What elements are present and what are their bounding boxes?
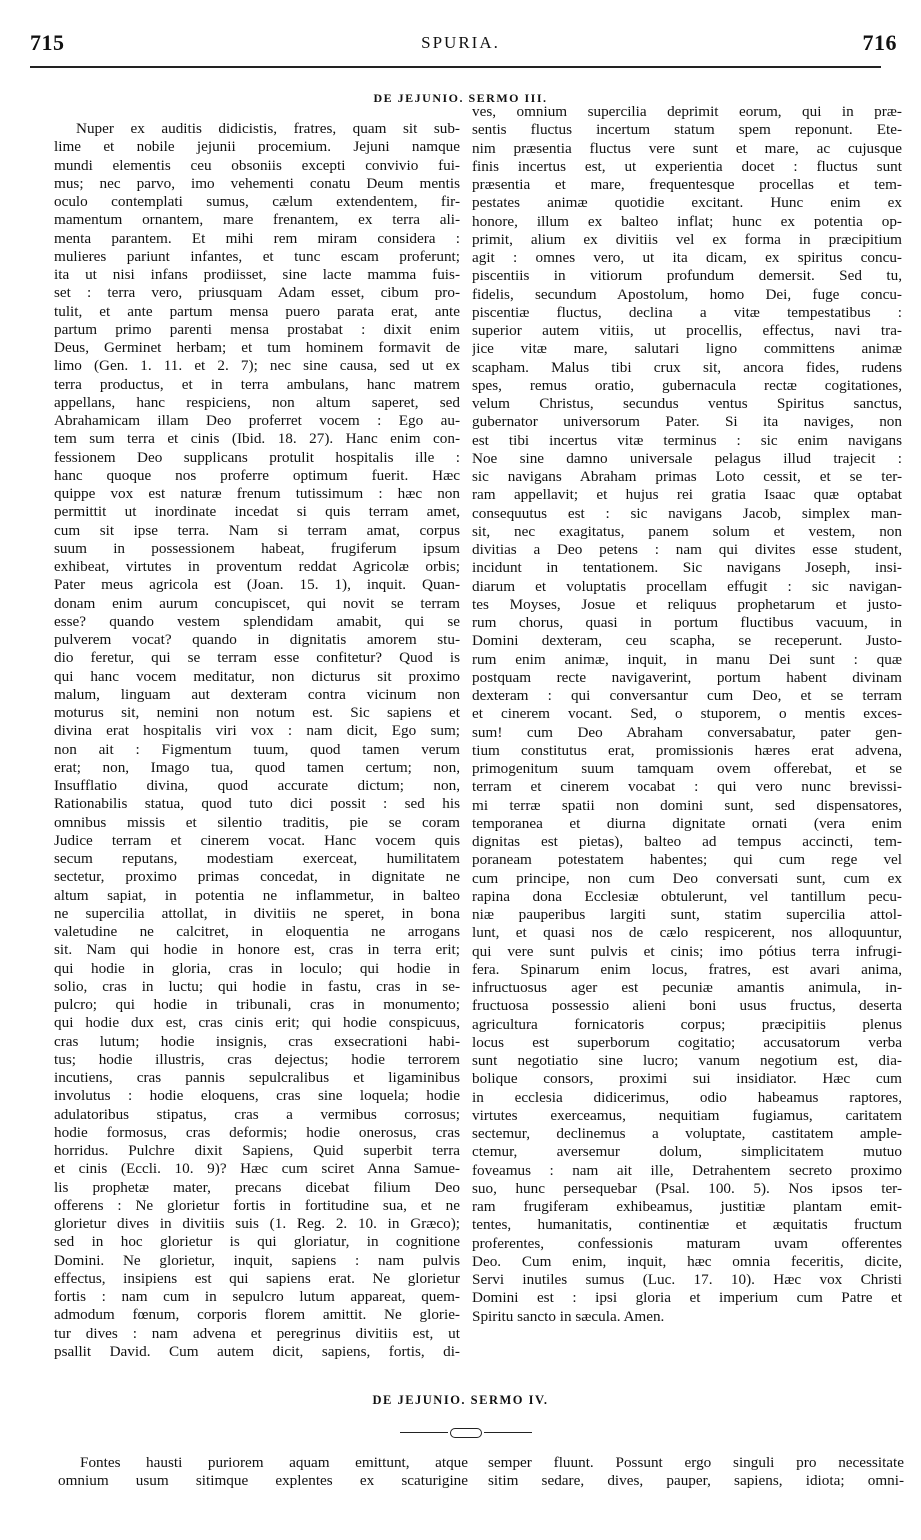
text-line: erat; non, Imago tua, quod tamen certum; non, <box>54 758 460 776</box>
sermon-4-column-left <box>58 1454 468 1491</box>
text-line: poraneam potestatem habentes; qui cum rege vel <box>472 851 902 869</box>
text-line: solio, cras in luctu; qui hodie in fastu, cras in se- <box>54 977 460 995</box>
text-line: hodie formosus, cras deformis; hodie onerosus, cras <box>54 1123 460 1141</box>
text-line: valetudine ne calcitret, in eloquentia ne arrogans <box>54 923 460 940</box>
text-line: primit, alium ex divitiis vel ex forma in præcipitium <box>472 230 902 248</box>
text-line: agit : omnes vero, ut ita dicam, ex spiritus concu- <box>472 249 902 266</box>
text-line: donam enim aurum concupiscet, qui novit se terram <box>54 594 460 612</box>
text-line: involutus : hodie eloquens, cras sine loquela; hodie <box>54 1087 460 1105</box>
text-line: terra productus, et in terra ambulans, hanc matrem <box>54 375 460 393</box>
text-line: terram et cinerem vocabat : qui vero nunc brevissi- <box>472 778 902 796</box>
text-line: horridus. Pulchre dixit Sapiens, Quid superbit terra <box>54 1142 460 1159</box>
text-line: qui vere sunt pulvis et cinis; imo pótius terra infrugi- <box>472 942 902 960</box>
text-line: tur dives : nam advena et peregrinus divitiis est, ut <box>54 1324 460 1342</box>
text-line: niæ pauperibus largiti sunt, statim supercilia attol- <box>472 906 902 923</box>
text-line: sentis fluctus incertum statum spem reponunt. Ete- <box>472 121 902 139</box>
text-line: tulit, et ante partum mensa puero parata erat, ante <box>54 302 460 320</box>
text-line: limo (Gen. 1. 11. et 2. 7); nec sine causa, sed ut ex <box>54 357 460 375</box>
right-page-number: 716 <box>862 30 897 55</box>
text-line: tentes, humanitatis, continentiæ et æquitatis fructum <box>472 1216 902 1234</box>
text-line: Spiritu sancto in sæcula. Amen. <box>472 1307 665 1325</box>
divider-bar-left <box>400 1432 448 1433</box>
text-line: ita ut nisi infans prodiisset, sine lacte mamma fuis- <box>54 266 460 283</box>
text-line: pulcro; qui hodie in tribunali, cras in monumento; <box>54 996 460 1013</box>
text-line: ctemur, aversemur dolum, simplicitatem mutuo <box>472 1143 902 1161</box>
text-line: incidunt in tentationem. Sic navigans Joseph, insi- <box>472 559 902 577</box>
text-line: rapina dona Ecclesiæ obtulerunt, vel tantillum pecu- <box>472 887 902 905</box>
text-line: cum sit ipse terra. Nam si terram amat, corpus <box>54 521 460 539</box>
text-line: virtutes exerceamus, nequitiam fugiamus, caritatem <box>472 1106 902 1124</box>
sermon-3-column-right <box>472 103 902 1326</box>
text-line: omnibus missis et silentio traditis, pie se coram <box>54 813 460 831</box>
text-line: secum reputans, modestiam exerceat, humilitatem <box>54 850 460 867</box>
text-line: bolique consors, proximi sui insidiator. Hæc cum <box>472 1070 902 1088</box>
sermon-4-column-right <box>488 1454 904 1491</box>
text-line: divitias a Deo petens : nam qui divites esse student, <box>472 541 902 558</box>
text-line: partum primo parenti mensa prostabat : dixit enim <box>54 320 460 338</box>
text-line: ne supercilia attollat, in divitiis ne speret, in bona <box>54 904 460 922</box>
text-line: adulatoribus stipatus, cras a vermibus corrosus; <box>54 1105 460 1123</box>
text-line: ves, omnium supercilia deprimit eorum, qui in præ- <box>472 103 902 120</box>
running-title: SPURIA. <box>421 33 500 52</box>
text-line: pulverem vocat? quando in dignitatis amorem stu- <box>54 631 460 648</box>
page-header <box>18 30 903 64</box>
text-line: mundi elementis ceu obsoniis excepti convivio fui- <box>54 156 460 174</box>
text-line: infructuosus ager est pecuniæ amantis animula, in- <box>472 979 902 996</box>
text-line: menta parantem. Et mihi rem miram considera : <box>54 229 460 247</box>
text-line: gubernator universorum Pater. Si ita naviges, non <box>472 413 902 431</box>
text-line: set : terra vero, priusquam Adam esset, cibum pro- <box>54 284 460 302</box>
text-line: temporanea et diurna dignitate ornati (vera enim <box>472 814 902 832</box>
text-line: cum principe, non cum Deo conversati sunt, cum ex <box>472 869 902 887</box>
text-line: spes, remus oratio, gubernacula rectæ cogitationes, <box>472 376 902 394</box>
text-line: ram frugiferam exhibeamus, justitiæ plantam emit- <box>472 1198 902 1215</box>
text-line: mamentum ornantem, mare frenantem, ex terra ali- <box>54 211 460 229</box>
text-line: sic navigans Abraham primas Loto cessit, et se ter- <box>472 468 902 485</box>
text-line: consequutus est : sic navigans Jacob, simplex man- <box>472 504 902 522</box>
text-line: cras lutum; hodie insignis, cras exsecrationi habi- <box>54 1032 460 1050</box>
text-line: Fontes hausti puriorem aquam emittunt, atque <box>80 1454 468 1471</box>
text-line: Pater meus agricola est (Joan. 15. 1), inquit. Quan- <box>54 576 460 594</box>
text-line: psallit David. Cum autem dicit, sapiens, fortis, di- <box>54 1342 460 1360</box>
text-line: sunt negotiatio sine lucro; vanum negotium est, dia- <box>472 1052 902 1069</box>
text-line: et cinis (Eccli. 10. 9)? Hæc cum sciret Anna Samue- <box>54 1160 460 1178</box>
text-line: lime et nobile jejunii procemium. Jejuni namque <box>54 138 460 156</box>
text-line: Deo. Cum enim, inquit, hæc omnia feceritis, dicite, <box>472 1252 902 1270</box>
text-line: est tibi incertus vitæ terminus : sic enim navigans <box>472 431 902 449</box>
text-line: permittit ut inordinate incedat si quis terram amet, <box>54 503 460 521</box>
sermon-3-title: DE JEJUNIO. SERMO III. <box>373 91 548 105</box>
text-line: et cinerem vocant. Sed, o stuporem, o mentis exces- <box>472 705 902 723</box>
text-line: Noe sine damno universale pelagus illud trajecit : <box>472 449 902 467</box>
text-line: tem sum terra et cinis (Ibid. 18. 27). Hanc enim con- <box>54 430 460 448</box>
text-line: sit, nec exagitatus, panem solum et vestem, non <box>472 522 902 540</box>
text-line: omnium usum sitimque explentes ex scaturigine <box>58 1472 468 1490</box>
text-line: honore, illum ex balteo inflat; hunc ex potentia op- <box>472 212 902 230</box>
text-line: foveamus : nam ait ille, Detrahentem secreto proximo <box>472 1161 902 1179</box>
divider-bar-right <box>484 1432 532 1433</box>
text-line: Domini dexteram, ceu scapha, se receperunt. Justo- <box>472 632 902 650</box>
text-line: pestates animæ quotidie excitant. Hunc enim ex <box>472 194 902 212</box>
text-line: finis incertus est, ut experientia docet : fluctus sunt <box>472 157 902 175</box>
text-line: exhibeat, virtutes in proventum reddat Agricolæ orbis; <box>54 558 460 575</box>
text-line: suo, hunc persequebar (Psal. 100. 5). Nos ipsos ter- <box>472 1179 902 1197</box>
text-line: quippe vox est naturæ frenum tutissimum : hæc non <box>54 485 460 502</box>
text-line: mi terræ spatii non domini sunt, sed dispensatores, <box>472 796 902 814</box>
text-line: glorietur dives in divitiis suis (1. Reg. 2. 10. in Græco); <box>54 1215 460 1232</box>
text-line: tus; hodie illustris, cras dejectus; hodie terrorem <box>54 1050 460 1068</box>
text-line: dignitas est pietas), balteo ad tempus accincti, tem- <box>472 833 902 850</box>
text-line: sitim sedare, dives, pauper, sapiens, idiota; omni- <box>488 1472 904 1490</box>
text-line: suum in possessionem habeat, frugiferum ipsum <box>54 539 460 557</box>
text-line: primogenitum suum tamquam ovem offerebat, et se <box>472 760 902 777</box>
text-line: lunt, et quasi nos de cælo respicerent, nos alloquuntur, <box>472 924 902 942</box>
text-line: superior autem vitiis, ut procellis, effectus, navi tra- <box>472 322 902 339</box>
text-line: ram appellavit; et hujus rei gratia Isaac quæ optabat <box>472 486 902 504</box>
text-line: Nuper ex auditis didicistis, fratres, quam sit sub- <box>76 120 460 137</box>
text-line: oculo contemplati sumus, cælum extendentem, fir- <box>54 193 460 210</box>
text-line: Judice terram et cinerem vocat. Hanc vocem quis <box>54 831 460 849</box>
text-line: fortis : nam cum in sepulcro lutum appareat, quem- <box>54 1288 460 1305</box>
text-line: malum, linguam aut dexteram contra vicinum non <box>54 685 460 703</box>
text-line: Servi inutiles sumus (Luc. 17. 10). Hæc vox Christi <box>472 1271 902 1288</box>
text-line: fidelis, secundum Apostolum, homo Dei, fuge concu- <box>472 285 902 303</box>
text-line: velum Christus, secundus ventus Spiritus sanctus, <box>472 395 902 412</box>
sermon-3-column-left <box>54 120 460 1361</box>
text-line: rum enim animæ, inquit, in manu Dei sunt : quæ <box>472 650 902 668</box>
ornamental-divider <box>400 1428 532 1438</box>
text-line: agricultura fornicatoris corpus; præcipitiis plenus <box>472 1015 902 1033</box>
text-line: nim præsentia fluctus vere sunt et mare, ac cujusque <box>472 139 902 157</box>
text-line: sum! cum Deo Abraham conversabatur, pater gen- <box>472 723 902 741</box>
text-line: effectus, insipiens est qui sapiens erat. Ne glorietur <box>54 1269 460 1287</box>
text-line: admodum fœnum, corporis florem amittit. Ne glorie- <box>54 1306 460 1324</box>
text-line: hanc quoque nos proferre optimum fuerit. Hæc <box>54 466 460 484</box>
text-line: tium constitutus erat, promissionis hæres erat advena, <box>472 741 902 759</box>
text-line: Domini est : ipsi gloria et imperium cum Patre et <box>472 1289 902 1307</box>
text-line: esse? quando vestem splendidam amabit, qui se <box>54 612 460 630</box>
text-line: qui hodie in gloria, cras in loculo; qui hodie in <box>54 959 460 977</box>
divider-ornament <box>450 1428 482 1438</box>
text-line: mulieres pariunt infantes, et tunc escam proferunt; <box>54 247 460 265</box>
text-line: jice vitæ mare, salutari ligno committens animæ <box>472 340 902 358</box>
text-line: non ait : Figmentum tuum, quod tamen verum <box>54 740 460 758</box>
text-line: Domini. Ne glorietur, inquit, sapiens : nam pulvis <box>54 1251 460 1269</box>
text-line: mus; nec parvo, imo vehementi conatu Deum mentis <box>54 174 460 192</box>
text-line: rum chorus, quasi in portum fluctibus vacuum, in <box>472 614 902 631</box>
text-line: dexteram : qui conversantur cum Deo, et se terram <box>472 687 902 704</box>
text-line: qui hanc vocem meditatur, non dicturus sit proximo <box>54 667 460 685</box>
text-line: Rationabilis statua, quod tuto dici possit : sed his <box>54 795 460 813</box>
text-line: proferentes, confessionis maturam uvam offerentes <box>472 1234 902 1252</box>
text-line: sit. Nam qui hodie in honore est, cras in terra erit; <box>54 941 460 959</box>
text-line: Abrahamicam illam Deo proferret vocem : Ego au- <box>54 412 460 429</box>
text-line: scapham. Malus tibi crux sit, ancora fides, rudens <box>472 358 902 376</box>
text-line: piscentiis in vitiorum profundum demersit. Sed tu, <box>472 267 902 285</box>
text-line: præsentia et mare, frequentesque procellas et tem- <box>472 176 902 193</box>
text-line: tes Moyses, Josue et reliquus prophetarum et justo- <box>472 595 902 613</box>
text-line: postquam recte navigaverint, portum habent divinam <box>472 668 902 686</box>
text-line: fructuosa possessio alieni boni usus fructus, deserta <box>472 997 902 1015</box>
text-line: locus est superborum cogitatio; accusatorum verba <box>472 1033 902 1051</box>
text-line: lis prophetæ mater, precans dicebat filium Deo <box>54 1178 460 1196</box>
text-line: appellans, hanc respiciens, non altum saperet, sed <box>54 393 460 411</box>
text-line: sectetur, proximo primas concedat, in dignitate ne <box>54 868 460 886</box>
text-line: qui hodie dux est, cras cinis erit; qui hodie conspicuus, <box>54 1014 460 1032</box>
text-line: Insufflatio divina, quod accurate dictum; non, <box>54 777 460 794</box>
header-rule <box>30 66 881 68</box>
text-line: diarum et voluptatis procellam effugit : sic navigan- <box>472 577 902 595</box>
text-line: fessionem Deo supplicans protulit hospitalis ille : <box>54 448 460 466</box>
sermon-4-title: DE JEJUNIO. SERMO IV. <box>372 1393 549 1407</box>
text-line: divina erat hospitalis viri vox : nam dicit, Ego sum; <box>54 722 460 740</box>
text-line: piscentiæ fluctus, declina a vitæ tempestatibus : <box>472 303 902 321</box>
text-line: sed in hoc glorietur is qui gloriatur, in cognitione <box>54 1233 460 1251</box>
text-line: altum sapiat, in potentia ne inflammetur, in balteo <box>54 886 460 904</box>
text-line: fera. Spinarum enim locus, fratres, est avari anima, <box>472 960 902 978</box>
text-line: in ecclesia didicerimus, odio habeamus raptores, <box>472 1088 902 1106</box>
text-line: incutiens, cras pannis sepulcralibus et ligaminibus <box>54 1069 460 1086</box>
left-page-number: 715 <box>30 30 65 55</box>
text-line: sectemur, declinemus a voluptate, castitatem ample- <box>472 1125 902 1142</box>
text-line: moturus sit, nemini non notum est. Sic sapiens et <box>54 704 460 721</box>
text-line: Deus, Germinet herbam; et tum hominem formavit de <box>54 339 460 356</box>
text-line: offerens : Ne glorietur fortis in fortitudine sua, et ne <box>54 1196 460 1214</box>
text-line: dio feretur, qui se terram esse confitetur? Quod is <box>54 649 460 667</box>
text-line: semper fluunt. Possunt ergo singuli pro necessitate <box>488 1454 904 1471</box>
